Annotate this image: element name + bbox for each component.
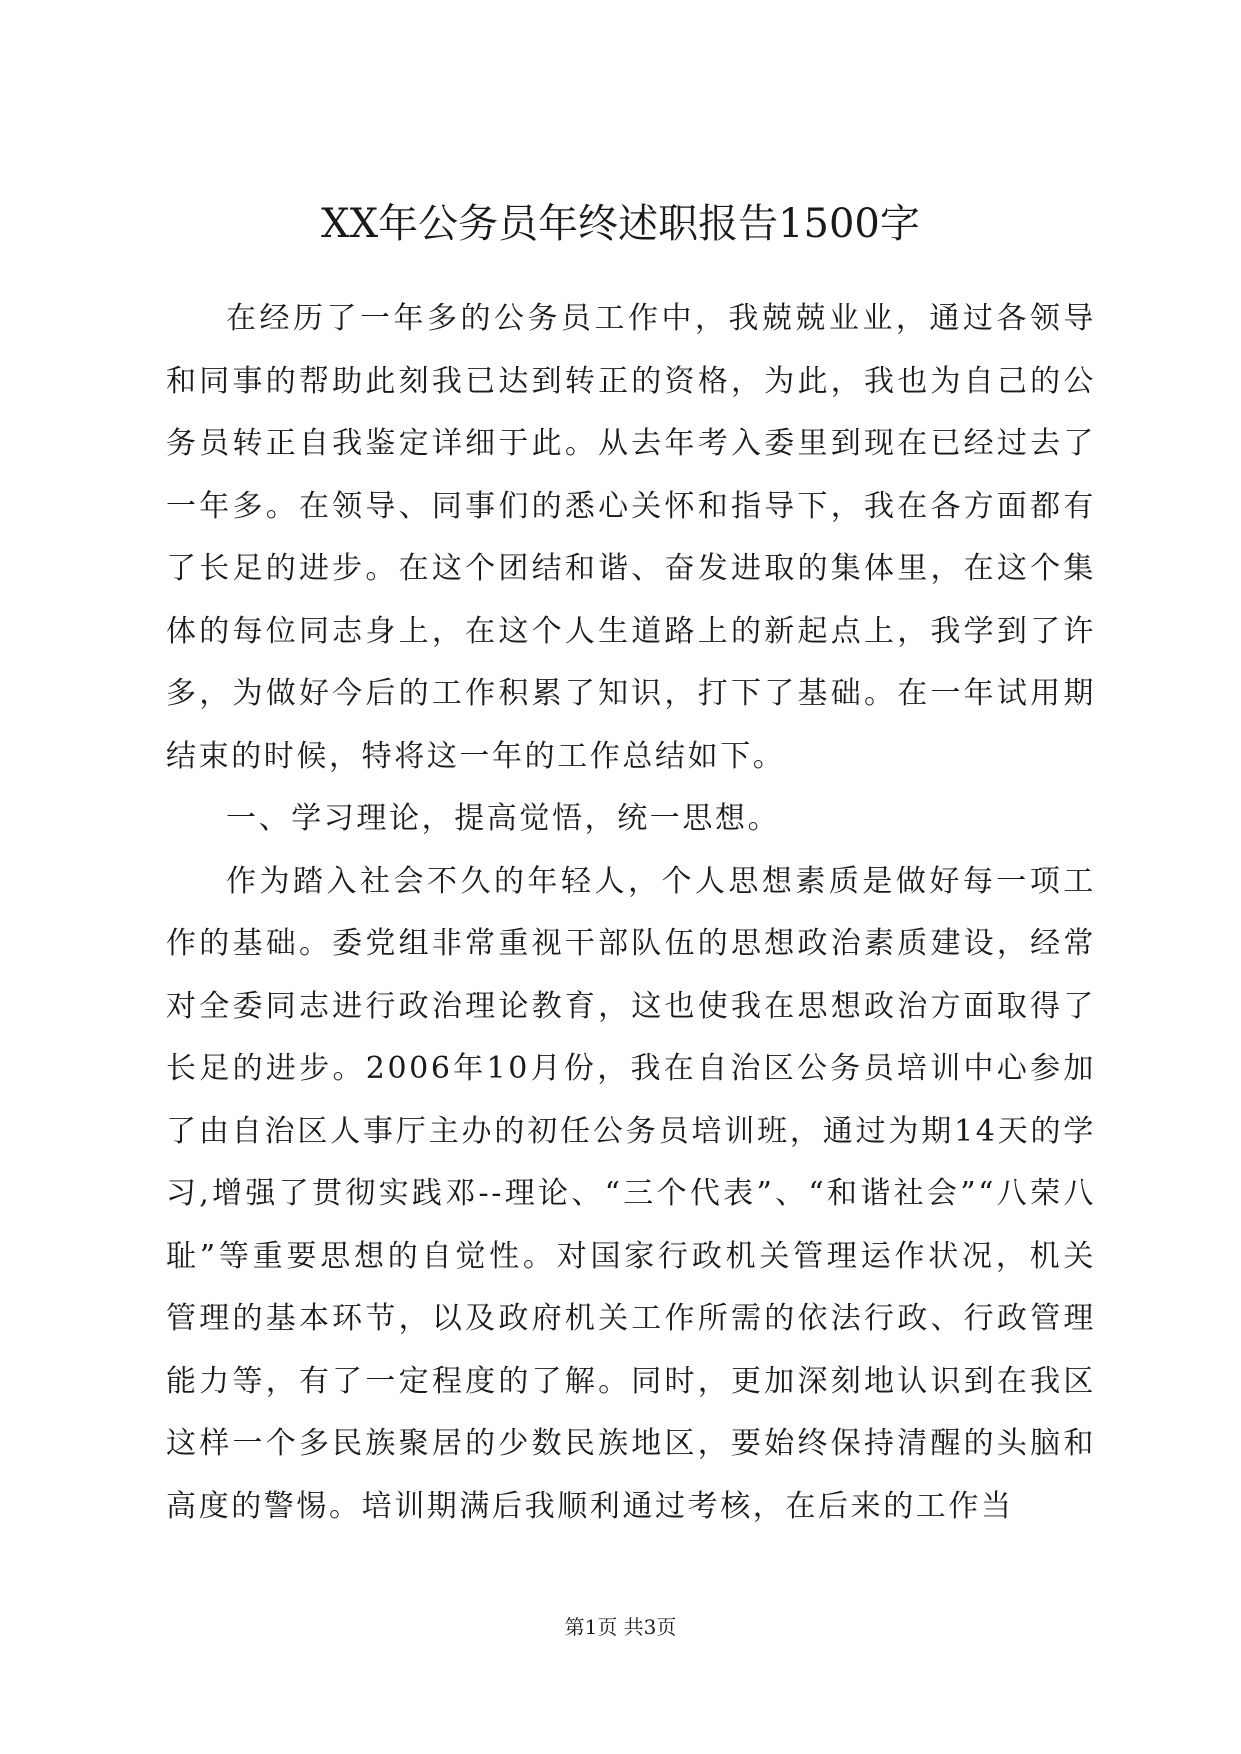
section-heading: 一、学习理论，提高觉悟，统一思想。 [226, 801, 781, 836]
paragraph-study: 作为踏入社会不久的年轻人，个人思想素质是做好每一项工作的基础。委党组非常重视干部队伍的思想政治素质建设，经常对全委同志进行政治理论教育，这也使我在思想政治方面取得了长足的进步。2006年10月份，我在自治区公务员培训中心参加了由自治区人事厅主办的初任公务员培训班，通过为期14天的学习,增强了贯彻实践邓--理论、“三个代表”、“和谐社会”“八荣八耻”等重要思想的自觉性。对国家行政机关管理运作状况，机关管理的基本环节，以及政府机关工作所需的依法行政、行政管理能力等，有了一定程度的了解。同时，更加深刻地认识到在我区这样一个多民族聚居的少数民族地区，要始终保持清醒的头脑和高度的警惕。培训期满后我顺利通过考核，在后来的工作当 [166, 863, 1096, 1524]
paragraph-intro: 在经历了一年多的公务员工作中，我兢兢业业，通过各领导和同事的帮助此刻我已达到转正的资格，为此，我也为自己的公务员转正自我鉴定详细于此。从去年考入委里到现在已经过去了一年多。在领导、同事们的悉心关怀和指导下，我在各方面都有了长足的进步。在这个团结和谐、奋发进取的集体里，在这个集体的每位同志身上，在这个人生道路上的新起点上，我学到了许多，为做好今后的工作积累了知识，打下了基础。在一年试用期结束的时候，特将这一年的工作总结如下。 [166, 301, 1096, 774]
page-footer: 第1页 共3页 [564, 1615, 677, 1639]
document-body [166, 288, 1096, 1538]
document-title: XX年公务员年终述职报告1500字 [321, 201, 920, 247]
